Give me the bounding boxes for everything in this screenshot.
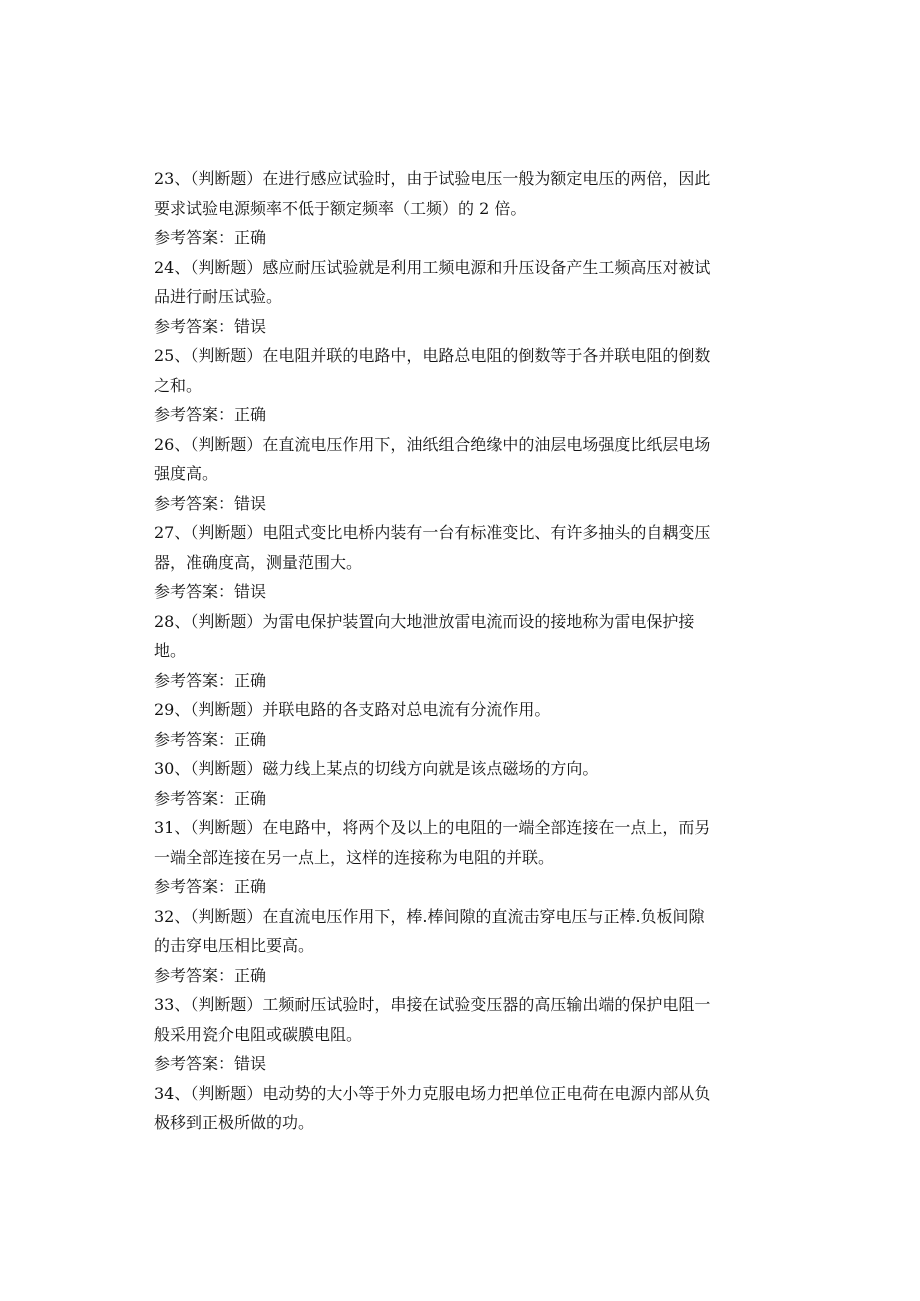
question-text-cont: 的击穿电压相比要高。 <box>154 936 315 955</box>
question-text-cont: 地。 <box>154 641 187 660</box>
question-text: 26、（判断题）在直流电压作用下，油纸组合绝缘中的油层电场强度比纸层电场 <box>154 434 711 454</box>
question-item <box>154 164 764 253</box>
question-text: 29、（判断题）并联电路的各支路对总电流有分流作用。 <box>154 700 551 719</box>
question-text: 33、（判断题）工频耐压试验时，串接在试验变压器的高压输出端的保护电阻一 <box>154 995 711 1014</box>
answer-text: 参考答案：正确 <box>154 877 267 896</box>
question-text: 23、（判断题）在进行感应试验时，由于试验电压一般为额定电压的两倍，因此 <box>154 169 711 188</box>
question-item <box>154 341 764 430</box>
answer-text: 参考答案：正确 <box>154 670 267 690</box>
answer-text: 参考答案：错误 <box>154 493 267 513</box>
answer-text: 参考答案：正确 <box>154 965 267 985</box>
question-item <box>154 518 764 607</box>
answer-text: 参考答案：正确 <box>154 405 267 424</box>
question-item <box>154 607 764 696</box>
question-item <box>154 902 764 991</box>
answer-text: 参考答案：错误 <box>154 582 267 601</box>
question-text-cont: 之和。 <box>154 375 203 395</box>
question-text-cont: 强度高。 <box>154 464 219 483</box>
question-text-cont: 般采用瓷介电阻或碳膜电阻。 <box>154 1024 363 1044</box>
question-text-cont: 品进行耐压试验。 <box>154 287 283 306</box>
question-list <box>154 164 764 1138</box>
answer-text: 参考答案：正确 <box>154 228 267 247</box>
question-item <box>154 253 764 342</box>
question-text: 34、（判断题）电动势的大小等于外力克服电场力把单位正电荷在电源内部从负 <box>154 1083 711 1103</box>
answer-text: 参考答案：正确 <box>154 729 267 749</box>
question-text: 30、（判断题）磁力线上某点的切线方向就是该点磁场的方向。 <box>154 759 599 778</box>
answer-text: 参考答案：错误 <box>154 316 267 336</box>
question-item <box>154 1079 764 1138</box>
answer-text: 参考答案：错误 <box>154 1054 267 1073</box>
question-text-cont: 要求试验电源频率不低于额定频率（工频）的 2 倍。 <box>154 198 527 218</box>
question-item <box>154 695 764 754</box>
question-item <box>154 990 764 1079</box>
answer-text: 参考答案：正确 <box>154 788 267 808</box>
question-item <box>154 754 764 813</box>
question-text: 25、（判断题）在电阻并联的电路中，电路总电阻的倒数等于各并联电阻的倒数 <box>154 346 711 365</box>
question-item <box>154 430 764 519</box>
question-text: 24、（判断题）感应耐压试验就是利用工频电源和升压设备产生工频高压对被试 <box>154 257 711 277</box>
question-text: 28、（判断题）为雷电保护装置向大地泄放雷电流而设的接地称为雷电保护接 <box>154 611 695 631</box>
question-text-cont: 器，准确度高，测量范围大。 <box>154 552 363 572</box>
question-text: 31、（判断题）在电路中，将两个及以上的电阻的一端全部连接在一点上，而另 <box>154 818 711 837</box>
question-item <box>154 813 764 902</box>
question-text-cont: 极移到正极所做的功。 <box>154 1113 315 1132</box>
question-text: 32、（判断题）在直流电压作用下，棒.棒间隙的直流击穿电压与正棒.负板间隙 <box>154 906 705 926</box>
question-text-cont: 一端全部连接在另一点上，这样的连接称为电阻的并联。 <box>154 847 555 867</box>
question-text: 27、（判断题）电阻式变比电桥内装有一台有标准变比、有许多抽头的自耦变压 <box>154 523 711 542</box>
